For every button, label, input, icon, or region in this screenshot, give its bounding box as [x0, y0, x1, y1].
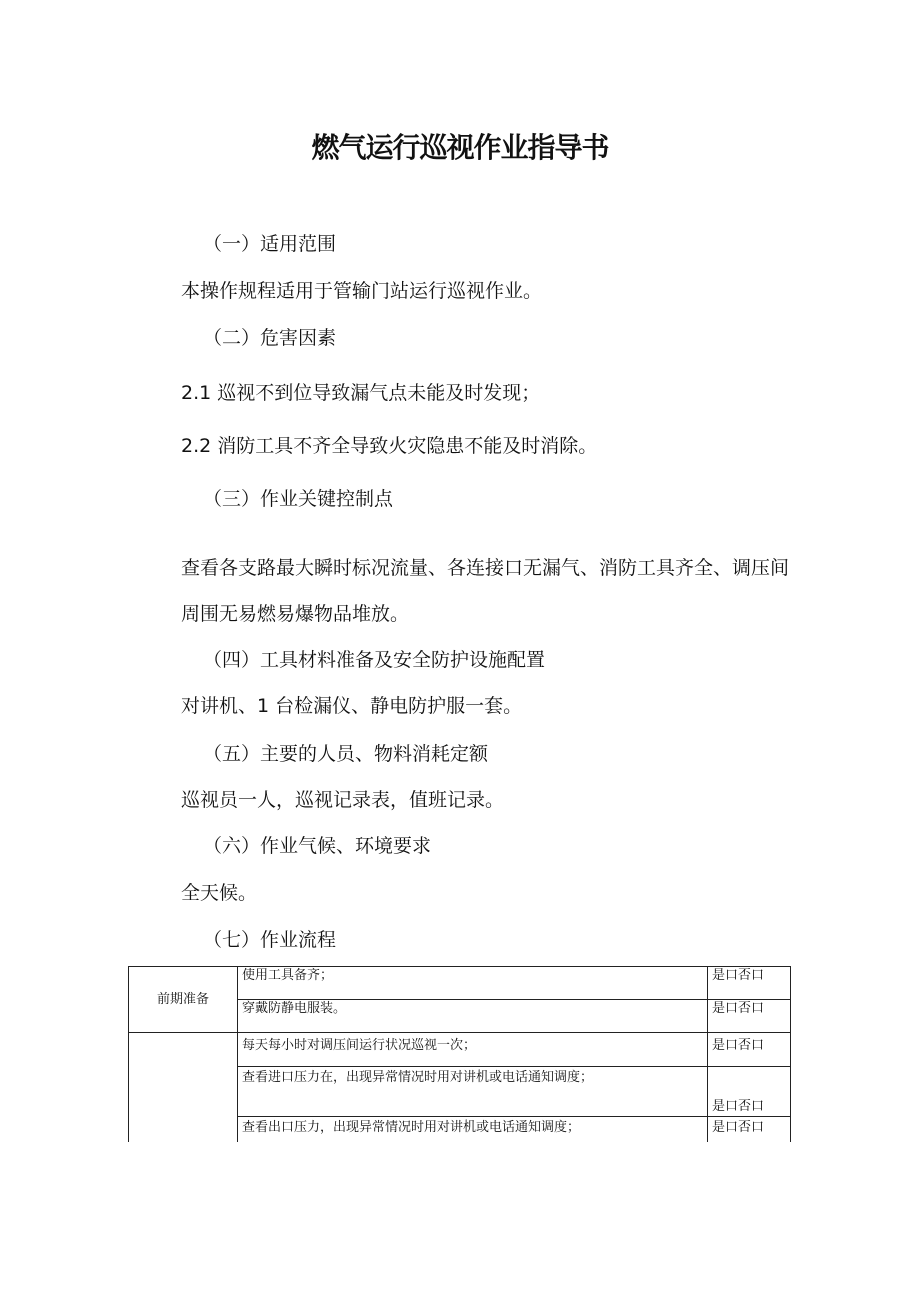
section-text-environment: 全天候。: [181, 882, 258, 904]
stage-cell-preparation: 前期准备: [129, 967, 238, 1033]
workflow-table: [128, 966, 791, 1157]
step-cell: 查看进口压力在，出现异常情况时用对讲机或电话通知调度；: [238, 1067, 708, 1117]
section-heading-personnel: （五）主要的人员、物料消耗定额: [203, 743, 489, 765]
section-heading-hazards: （二）危害因素: [203, 327, 337, 349]
step-cell: 使用工具备齐；: [238, 967, 708, 1000]
yes-no-checkbox[interactable]: 是口否口: [708, 1117, 791, 1157]
section-text-scope: 本操作规程适用于管输门站运行巡视作业。: [181, 280, 543, 302]
hazard-item-1: 2.1 巡视不到位导致漏气点未能及时发现；: [181, 382, 541, 404]
page-bottom-margin: [0, 1142, 920, 1301]
section-heading-control-points: （三）作业关键控制点: [203, 488, 394, 510]
section-text-tools: 对讲机、1 台检漏仪、静电防护服一套。: [181, 695, 523, 717]
yes-no-checkbox[interactable]: 是口否口: [708, 1033, 791, 1067]
hazard-item-2: 2.2 消防工具不齐全导致火灾隐患不能及时消除。: [181, 435, 598, 457]
section-heading-workflow: （七）作业流程: [203, 929, 337, 951]
section-text-control-points: 查看各支路最大瞬时标况流量、各连接口无漏气、消防工具齐全、调压间周围无易燃易爆物品堆放。: [181, 557, 790, 625]
section-text-personnel: 巡视员一人，巡视记录表，值班记录。: [181, 789, 505, 811]
step-cell: 查看出口压力，出现异常情况时用对讲机或电话通知调度；: [238, 1117, 708, 1157]
step-cell: 穿戴防静电服装。: [238, 1000, 708, 1033]
table-row: [129, 1033, 791, 1067]
stage-cell-inspection: [129, 1033, 238, 1157]
table-row: [129, 967, 791, 1000]
page-title: 燃气运行巡视作业指导书: [311, 131, 609, 164]
section-heading-tools: （四）工具材料准备及安全防护设施配置: [203, 649, 546, 671]
yes-no-checkbox[interactable]: 是口否口: [708, 1067, 791, 1117]
section-heading-scope: （一）适用范围: [203, 233, 337, 255]
step-cell: 每天每小时对调压间运行状况巡视一次；: [238, 1033, 708, 1067]
yes-no-checkbox[interactable]: 是口否口: [708, 1000, 791, 1033]
section-heading-environment: （六）作业气候、环境要求: [203, 835, 432, 857]
yes-no-checkbox[interactable]: 是口否口: [708, 967, 791, 1000]
